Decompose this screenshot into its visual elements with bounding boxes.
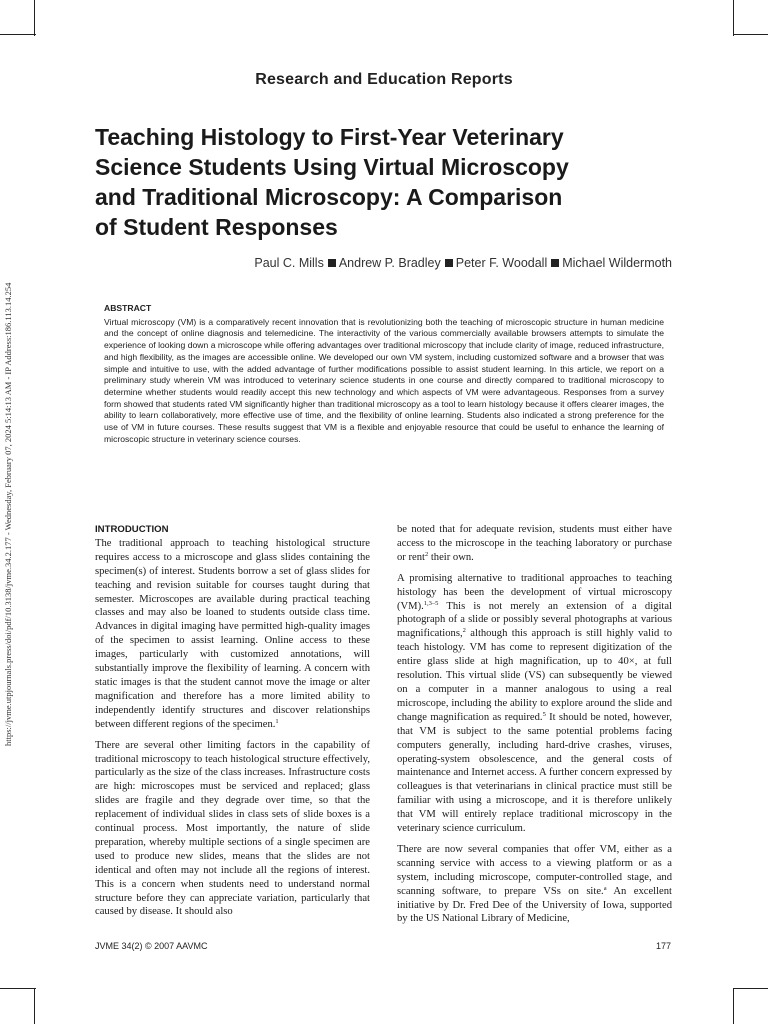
paragraph-text: their own.: [428, 551, 474, 563]
crop-mark-bottom-right-horizontal: [733, 988, 768, 989]
title-line: and Traditional Microscopy: A Comparison: [95, 184, 563, 210]
crop-mark-top-left-vertical: [34, 0, 35, 36]
paragraph: [95, 537, 370, 732]
section-title: Research and Education Reports: [255, 71, 513, 88]
separator-square-icon: [328, 259, 336, 267]
paragraph-text: although this approach is still highly valid to teach histology. VM has come to represent digitization of the entire glass slide at high magnification, up to 40×, at full resolution. This virtual slide (VS) can subsequently be viewed on a computer in a manner analogous to using a real microscope, including the ability to explore around the slide and change magnification as required.: [397, 628, 672, 723]
abstract-text: Virtual microscopy (VM) is a comparatively recent innovation that is revolutionizing both the teaching of microscopic structure in human medicine and the concept of online diagnosis and telemedicine. The interactivity of the various commercially available browsers attempts to simulate the experience of looking down a microscope while offering advantages over traditional microscopy that include clarity of image, reduced infrastructure, and high flexibility, as the images are accessible online. We developed our own VM system, including customized software and a browser that was simple and intuitive to use, with the added advantage of further modifications possible to assist student learning. In this article, we report on a preliminary study wherein VM was introduced to veterinary science students in one course and directly compared to traditional microscopy to determine whether students would readily accept this new technology and which aspects of VM were advantageous. Responses from a survey form showed that students rated VM significantly higher than traditional microscopy as a tool to learn histology because it offers clearer images, the ability to learn collaboratively, more effective use of time, and the flexibility of online learning. Students also indicated a strong preference for the use of VM in future courses. These results suggest that VM is a flexible and enjoyable resource that could be useful to enhance the learning of microscopic structure in veterinary science courses.: [104, 316, 664, 444]
title-line: Science Students Using Virtual Microscopy: [95, 154, 569, 180]
crop-mark-top-right-horizontal: [733, 34, 768, 35]
paragraph-text: It should be noted, however, that VM is subject to the same potential problems facing computers generally, including hard-drive crashes, viruses, operating-system obsolescence, and the general costs of maintenance and Internet access. A further concern expressed by colleagues is that veterinarians in clinical practice must still be familiar with using a microscope, and it is therefore unlikely that VM will entirely replace traditional microscopy in the veterinary science curriculum.: [397, 711, 672, 835]
title-line: of Student Responses: [95, 214, 338, 240]
separator-square-icon: [551, 259, 559, 267]
paragraph-text: An excellent initiative by Dr. Fred Dee of the University of Iowa, supported by the US National Library of Medicine,: [397, 885, 672, 925]
crop-mark-bottom-left-horizontal: [0, 988, 36, 989]
reference-mark: 1,3–5: [423, 599, 439, 607]
paragraph: [397, 843, 672, 926]
reference-mark: 5: [542, 710, 546, 718]
introduction-heading: INTRODUCTION: [95, 524, 169, 535]
journal-citation: JVME 34(2) © 2007 AAVMC: [95, 941, 208, 951]
download-note-sidebar: https://jvme.utpjournals.press/doi/pdf/10.3138/jvme.34.2.177 - Wednesday, February 07, 2024 5:14:13 AM - IP Address:186.113.14.254: [3, 282, 13, 746]
footnote-mark: a: [603, 884, 607, 892]
title-line: Teaching Histology to First-Year Veterinary: [95, 124, 564, 150]
separator-square-icon: [445, 259, 453, 267]
abstract: [104, 303, 664, 445]
reference-mark: 2: [424, 550, 429, 558]
crop-mark-bottom-right-vertical: [733, 988, 734, 1024]
author-list: [254, 256, 672, 270]
abstract-heading: ABSTRACT: [104, 303, 152, 313]
paragraph-text: This is not merely an extension of a digital photograph of a slide or possibly several photographs at various magnifications,: [397, 600, 672, 640]
paragraph: [397, 572, 672, 836]
paragraph-text: A promising alternative to traditional approaches to teaching histology has been the development of virtual microscopy (VM).: [397, 572, 672, 612]
author-name: Andrew P. Bradley: [338, 256, 441, 270]
author-name: Paul C. Mills: [254, 256, 324, 270]
reference-mark: 1: [275, 717, 279, 725]
author-name: Peter F. Woodall: [455, 256, 548, 270]
crop-mark-bottom-left-vertical: [34, 988, 35, 1024]
paragraph-text: The traditional approach to teaching histological structure requires access to a microscope and glass slides containing the specimen(s) of interest. Students borrow a set of glass slides for teaching and revision suitable for courses taught during that semester. Microscopes are available during practical teaching classes and may also be loaned to students outside class time. Advances in digital imaging have permitted high-quality images of the specimen to assist learning. Online access to these images, particularly with customized annotations, will substantially improve the flexibility of learning. A concern with static images is that the student cannot move the image or alter magnification and therefore has a more limited ability to independently identify structures and discover relationships between different regions of the specimen.: [95, 537, 370, 730]
body-column-left: [95, 523, 370, 926]
paragraph: [397, 523, 672, 565]
body-column-right: [397, 523, 672, 933]
crop-mark-top-left-horizontal: [0, 34, 36, 35]
page-number: 177: [655, 941, 671, 951]
paragraph: There are several other limiting factors in the capability of traditional microscopy to teach histological structure effectively, particularly as the size of the class increases. Infrastructure costs are high: microscopes must be serviced and replaced; glass slides are fragile and they degrade over time, so that the replacement of individual slides in class sets of slide boxes is a continual process. Most importantly, the nature of slide preparation, whereby multiple sections of a single specimen are used to produce new slides, means that the slides are not identical and often may not include all the regions of interest. This is a concern when students need to understand normal structure before they can appreciate variation, particularly that caused by disease. It should also: [95, 739, 370, 918]
author-name: Michael Wildermoth: [562, 256, 672, 270]
reference-mark: 2: [462, 627, 466, 635]
article-title: [95, 122, 655, 242]
paragraph-text: There are now several companies that offer VM, either as a scanning service with access to a viewing platform or as a system, including microscope, computer-controlled stage, and scanning software, to prepare VSs on site.: [397, 843, 672, 897]
paragraph-text: be noted that for adequate revision, students must either have access to the microscope in the teaching laboratory or purchase or rent: [397, 524, 672, 563]
crop-mark-top-right-vertical: [733, 0, 734, 36]
